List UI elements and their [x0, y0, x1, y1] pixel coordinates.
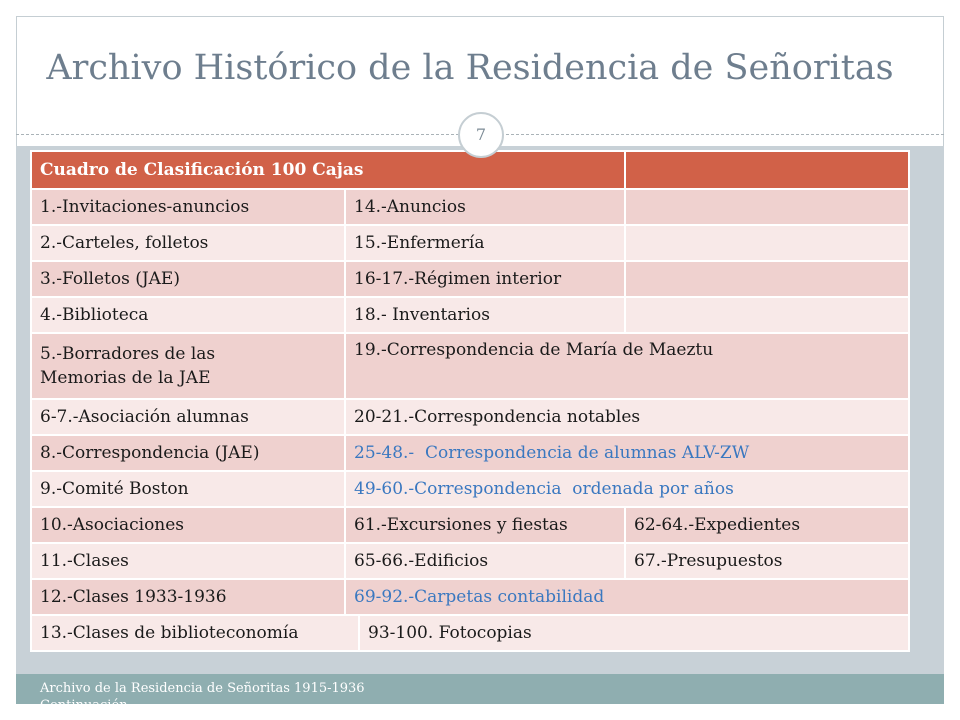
table-row — [31, 297, 909, 333]
table-cell: 6-7.-Asociación alumnas — [31, 399, 345, 435]
slide-title: Archivo Histórico de la Residencia de Señoritas — [46, 48, 894, 88]
table-cell — [625, 261, 909, 297]
table-cell: 16-17.-Régimen interior — [345, 261, 625, 297]
table-row — [31, 543, 909, 579]
table-header-empty — [625, 151, 909, 189]
table-cell — [625, 225, 909, 261]
table-cell: 8.-Correspondencia (JAE) — [31, 435, 345, 471]
table-row — [31, 615, 909, 651]
table-cell: 65-66.-Edificios — [345, 543, 625, 579]
table-cell: 12.-Clases 1933-1936 — [31, 579, 345, 615]
table-cell-group — [31, 615, 909, 651]
table-header-row — [31, 151, 909, 189]
table-cell: 61.-Excursiones y fiestas — [345, 507, 625, 543]
table-row — [31, 507, 909, 543]
table-cell: 93-100. Fotocopias — [368, 623, 532, 643]
table-cell: 10.-Asociaciones — [31, 507, 345, 543]
table-cell: 25-48.- Correspondencia de alumnas ALV-ZW — [345, 435, 909, 471]
table-cell: 9.-Comité Boston — [31, 471, 345, 507]
table-cell: 19.-Correspondencia de María de Maeztu — [345, 333, 909, 399]
table-row — [31, 333, 909, 399]
table-cell: 15.-Enfermería — [345, 225, 625, 261]
table-cell: 11.-Clases — [31, 543, 345, 579]
table-row — [31, 435, 909, 471]
table-cell: 4.-Biblioteca — [31, 297, 345, 333]
table-row — [31, 261, 909, 297]
table-cell: 67.-Presupuestos — [625, 543, 909, 579]
table-cell: 1.-Invitaciones-anuncios — [31, 189, 345, 225]
table-cell: 62-64.-Expedientes — [625, 507, 909, 543]
table-row — [31, 189, 909, 225]
footer-caption-continued: Continuación — [40, 698, 128, 713]
table-cell: 20-21.-Correspondencia notables — [345, 399, 909, 435]
page-number-badge: 7 — [458, 112, 504, 158]
table-header-title: Cuadro de Clasificación 100 Cajas — [31, 151, 625, 189]
table-cell: 13.-Clases de biblioteconomía — [32, 616, 360, 650]
table-row — [31, 579, 909, 615]
table-cell: 18.- Inventarios — [345, 297, 625, 333]
table-cell: 3.-Folletos (JAE) — [31, 261, 345, 297]
table-cell: 2.-Carteles, folletos — [31, 225, 345, 261]
table-cell: 5.-Borradores de las Memorias de la JAE — [31, 333, 345, 399]
table-row — [31, 471, 909, 507]
table-cell — [625, 297, 909, 333]
table-cell: 49-60.-Correspondencia ordenada por años — [345, 471, 909, 507]
table-cell: 14.-Anuncios — [345, 189, 625, 225]
classification-table — [30, 150, 910, 652]
table-row — [31, 225, 909, 261]
footer-caption: Archivo de la Residencia de Señoritas 1915-1936 — [40, 681, 365, 696]
table-cell — [625, 189, 909, 225]
table-row — [31, 399, 909, 435]
table-cell: 69-92.-Carpetas contabilidad — [345, 579, 909, 615]
